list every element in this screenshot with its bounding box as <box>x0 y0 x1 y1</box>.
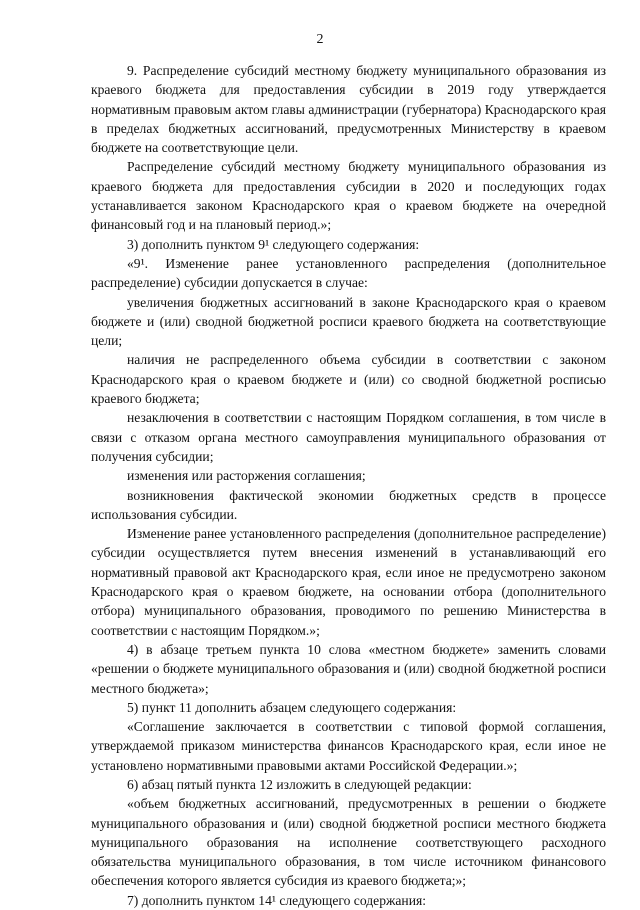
paragraph: 7) дополнить пунктом 14¹ следующего содержания: <box>127 892 427 908</box>
paragraph: незаключения в соответствии с настоящим Порядком соглашения, в том числе в связи с отказом органа местного самоуправления муниципального образования от получения субсидии; <box>91 410 606 464</box>
paragraph: 4) в абзаце третьем пункта 10 слова «местном бюджете» заменить словами «решении о бюджете муниципального образования и (или) сводной бюджетной росписи местного бюджета»; <box>91 641 606 696</box>
paragraph: «объем бюджетных ассигнований, предусмотренных в решении о бюджете муниципального образования и (или) сводной бюджетной росписи местного бюджета муниципального образования на исполнение соответствующего расходного обязательства муниципального образования, в том числе источником финансового обеспечения которого является субсидия из краевого бюджета;»; <box>91 796 606 889</box>
paragraph: 9. Распределение субсидий местному бюджету муниципального образования из краевого бюджета для предоставления субсидии в 2019 году утверждается нормативным правовым актом главы администрации (губернатора) Краснодарского края в пределах бюджетных ассигнований, предусмотренных Министерству в краевом бюджете на соответствующие цели. <box>91 63 606 156</box>
document-body <box>91 61 606 910</box>
paragraph: 3) дополнить пунктом 9¹ следующего содержания: <box>127 236 420 252</box>
paragraph: изменения или расторжения соглашения; <box>127 468 366 484</box>
paragraph: Распределение субсидий местному бюджету муниципального образования из краевого бюджета для предоставления субсидии в 2020 и последующих годах устанавливается законом Краснодарского края о краевом бюджете на очередной финансовый год и на плановый период.»; <box>91 159 606 233</box>
page-number: 2 <box>316 32 324 47</box>
paragraph: возникновения фактической экономии бюджетных средств в процессе использования субсидии. <box>91 487 606 522</box>
paragraph: 6) абзац пятый пункта 12 изложить в следующей редакции: <box>127 776 472 792</box>
paragraph: «9¹. Изменение ранее установленного распределения (дополнительное распределение) субсидии допускается в случае: <box>91 255 606 291</box>
paragraph: «Соглашение заключается в соответствии с типовой формой соглашения, утверждаемой приказом министерства финансов Краснодарского края, если иное не установлено нормативными правовыми актами Российской Федерации.»; <box>91 719 606 773</box>
paragraph: наличия не распределенного объема субсидии в соответствии с законом Краснодарского края о краевом бюджете и (или) со сводной бюджетной росписью краевого бюджета; <box>91 352 606 407</box>
paragraph: Изменение ранее установленного распределения (дополнительное распределение) субсидии осуществляется путем внесения изменений в устанавливающий его нормативный правовой акт Краснодарского края, если иное не предусмотрено законом Краснодарского края о краевом бюджете, на основании отбора (дополнительного отбора) муниципального образования, проводимого по решению Министерства в соответствии с настоящим Порядком.»; <box>91 526 606 638</box>
paragraph: увеличения бюджетных ассигнований в законе Краснодарского края о краевом бюджете и (или) сводной бюджетной росписи краевого бюджета на соответствующие цели; <box>91 294 606 349</box>
paragraph: 5) пункт 11 дополнить абзацем следующего содержания: <box>127 699 457 715</box>
